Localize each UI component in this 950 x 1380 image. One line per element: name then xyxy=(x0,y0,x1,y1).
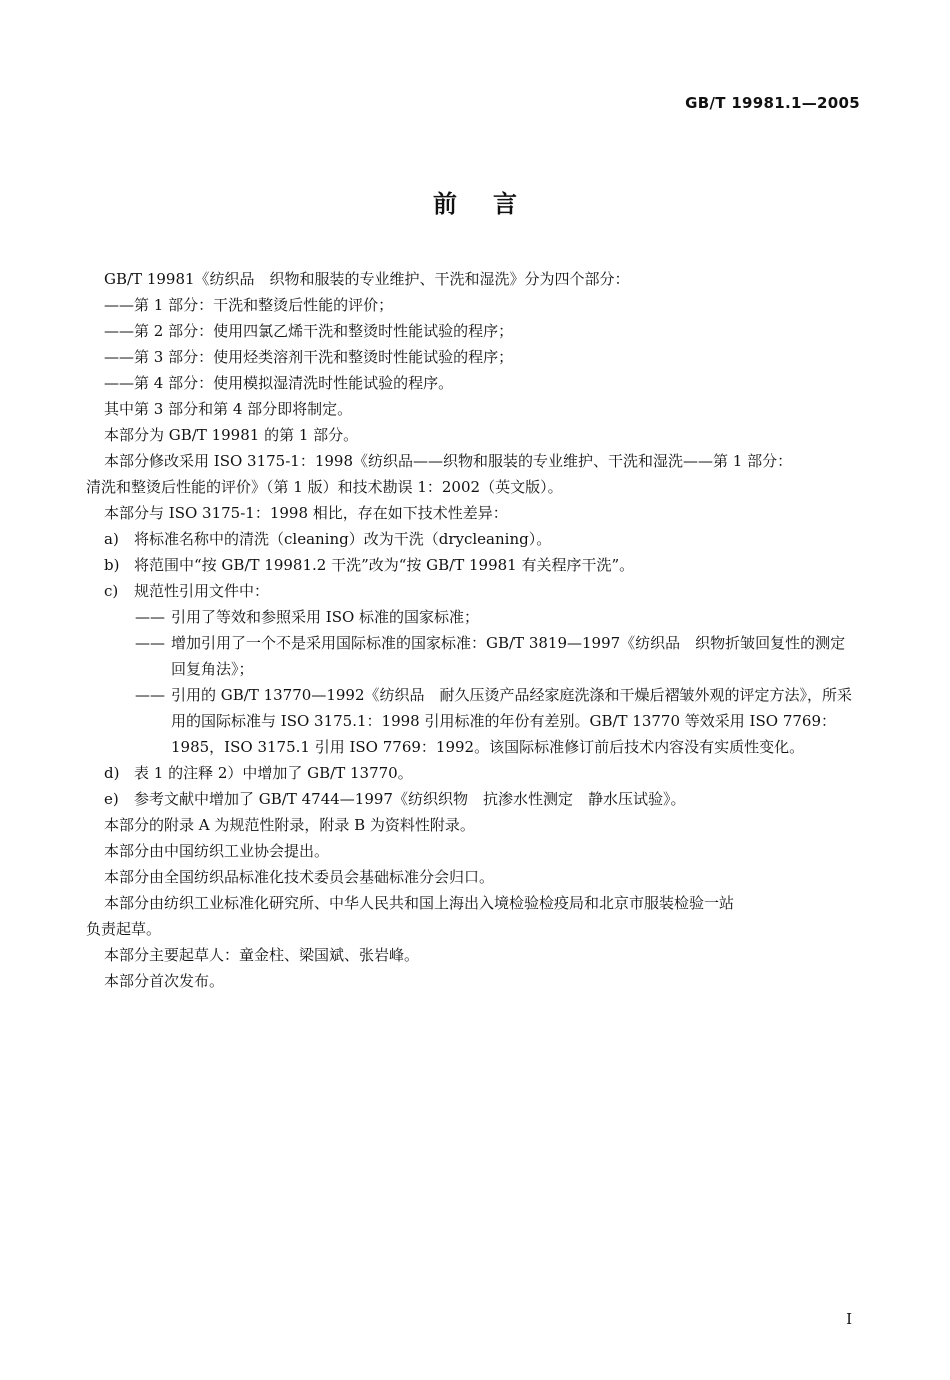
paragraph-proposed: 本部分由中国纺织工业协会提出。 xyxy=(104,842,330,860)
dash-marker: —— xyxy=(135,634,165,652)
list-marker: b) xyxy=(104,556,120,574)
part-item-2: ——第 2 部分：使用四氯乙烯干洗和整烫时性能试验的程序； xyxy=(104,322,514,340)
page-number: Ⅰ xyxy=(846,1310,852,1328)
reference-item-2 xyxy=(86,630,864,682)
difference-item-b xyxy=(86,552,864,578)
reference-item-3 xyxy=(86,682,864,760)
paragraph-plan: 其中第 3 部分和第 4 部分即将制定。 xyxy=(104,400,353,418)
standard-number: GB/T 19981.1—2005 xyxy=(685,94,860,112)
dash-text: 引用了等效和参照采用 ISO 标准的国家标准； xyxy=(171,608,480,626)
part-item-3: ——第 3 部分：使用烃类溶剂干洗和整烫时性能试验的程序； xyxy=(104,348,514,366)
list-text: 规范性引用文件中： xyxy=(134,582,270,600)
difference-item-e xyxy=(86,786,864,812)
paragraph-drafted-continued: 负责起草。 xyxy=(86,920,162,938)
list-text: 参考文献中增加了 GB/T 4744—1997《纺织织物 抗渗水性测定 静水压试验》。 xyxy=(134,790,686,808)
reference-item-1 xyxy=(86,604,864,630)
paragraph-drafted: 本部分由纺织工业标准化研究所、中华人民共和国上海出入境检验检疫局和北京市服装检验一站 xyxy=(104,894,735,912)
list-text: 将范围中“按 GB/T 19981.2 干洗”改为“按 GB/T 19981 有关程序干洗”。 xyxy=(134,556,635,574)
paragraph-first-release: 本部分首次发布。 xyxy=(104,972,225,990)
paragraph-intro: GB/T 19981《纺织品 织物和服装的专业维护、干洗和湿洗》分为四个部分： xyxy=(104,270,630,288)
list-marker: d) xyxy=(104,764,120,782)
dash-text: 引用的 GB/T 13770—1992《纺织品 耐久压烫产品经家庭洗涤和干燥后褶皱外观的评定方法》，所采用的国际标准与 ISO 3175.1：1998 引用标准的年份有差别。GB/T 13770 等效采用 ISO 7769：1985，ISO 3175.1 引用 ISO 7769：1992。该国际标准修订前后技术内容没有实质性变化。 xyxy=(171,686,852,756)
difference-item-a xyxy=(86,526,864,552)
list-marker: a) xyxy=(104,530,119,548)
paragraph-differences: 本部分与 ISO 3175-1：1998 相比，存在如下技术性差异： xyxy=(104,504,508,522)
part-item-4: ——第 4 部分：使用模拟湿清洗时性能试验的程序。 xyxy=(104,374,454,392)
list-text: 表 1 的注释 2）中增加了 GB/T 13770。 xyxy=(134,764,413,782)
page-title: 前言 xyxy=(433,190,553,218)
dash-marker: —— xyxy=(135,686,165,704)
list-text: 将标准名称中的清洗（cleaning）改为干洗（drycleaning）。 xyxy=(134,530,552,548)
list-marker: e) xyxy=(104,790,119,808)
difference-item-c xyxy=(86,578,864,604)
paragraph-centralized: 本部分由全国纺织品标准化技术委员会基础标准分会归口。 xyxy=(104,868,495,886)
paragraph-annex: 本部分的附录 A 为规范性附录，附录 B 为资料性附录。 xyxy=(104,816,475,834)
foreword-body xyxy=(86,266,864,994)
list-marker: c) xyxy=(104,582,119,600)
paragraph-drafters: 本部分主要起草人：童金柱、梁国斌、张岩峰。 xyxy=(104,946,420,964)
paragraph-this-part: 本部分为 GB/T 19981 的第 1 部分。 xyxy=(104,426,359,444)
paragraph-modify: 本部分修改采用 ISO 3175-1：1998《纺织品——织物和服装的专业维护、干洗和湿洗——第 1 部分： xyxy=(104,452,793,470)
part-item-1: ——第 1 部分：干洗和整烫后性能的评价； xyxy=(104,296,394,314)
paragraph-modify-continued: 清洗和整烫后性能的评价》（第 1 版）和技术勘误 1：2002（英文版）。 xyxy=(86,478,563,496)
dash-marker: —— xyxy=(135,608,165,626)
dash-text: 增加引用了一个不是采用国际标准的国家标准：GB/T 3819—1997《纺织品 织物折皱回复性的测定 回复角法》； xyxy=(171,634,861,678)
difference-item-d xyxy=(86,760,864,786)
